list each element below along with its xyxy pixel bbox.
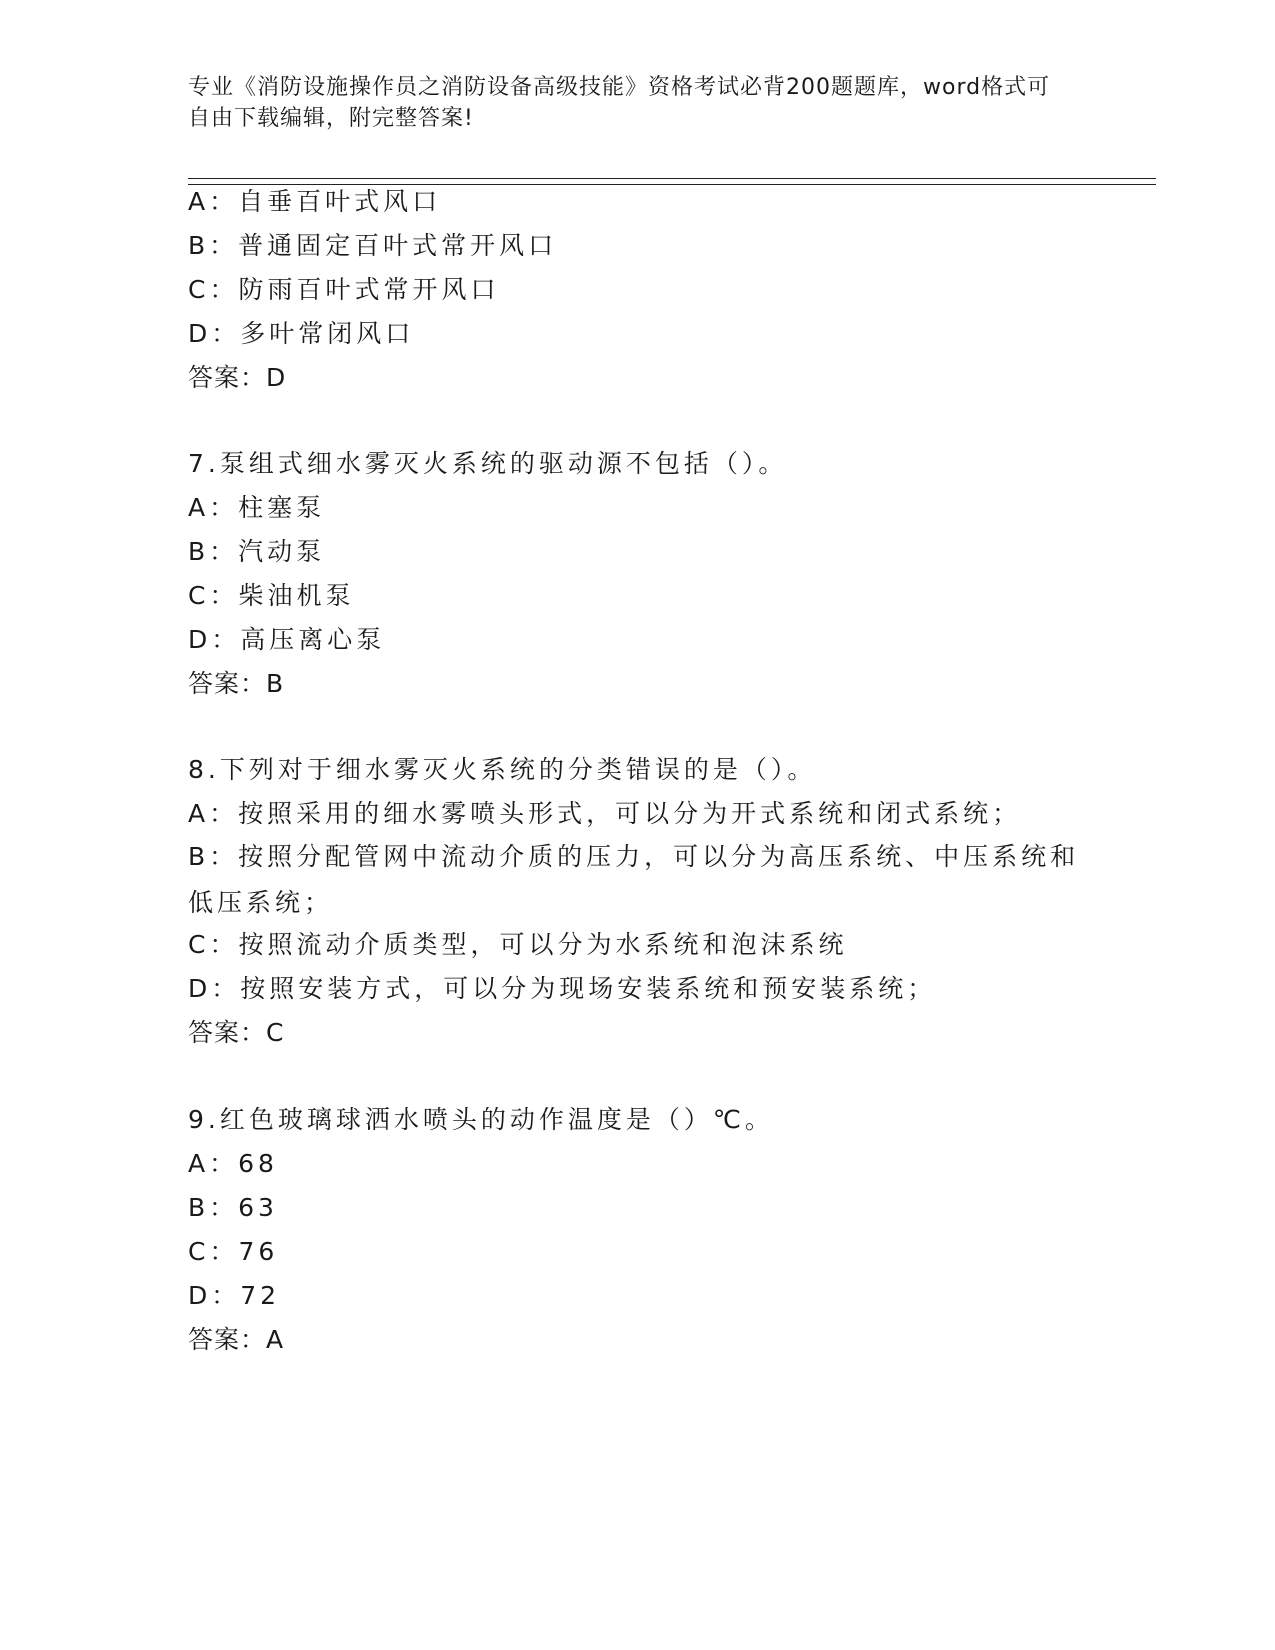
q7-option-b: B：汽动泵 xyxy=(188,537,326,566)
q8-option-d: D：按照安装方式，可以分为现场安装系统和预安装系统； xyxy=(188,974,937,1003)
q6-option-a: A：自垂百叶式风口 xyxy=(188,187,442,216)
q8-answer: 答案：C xyxy=(188,1018,285,1047)
q9-option-d: D：72 xyxy=(188,1281,281,1310)
q9-option-c: C：76 xyxy=(188,1237,279,1266)
q6-option-b: B：普通固定百叶式常开风口 xyxy=(188,231,558,260)
q9-answer: 答案：A xyxy=(188,1325,285,1354)
header-divider xyxy=(188,178,1156,185)
q7-option-d: D：高压离心泵 xyxy=(188,625,386,654)
q6-answer: 答案：D xyxy=(188,363,287,392)
q6-option-d: D：多叶常闭风口 xyxy=(188,319,415,348)
q8-option-b: B：按照分配管网中流动介质的压力，可以分为高压系统、中压系统和低压系统； xyxy=(188,842,1080,917)
q7-option-a: A：柱塞泵 xyxy=(188,493,326,522)
q7-answer: 答案：B xyxy=(188,669,285,698)
q9-option-b: B：63 xyxy=(188,1193,278,1222)
document-header: 专业《消防设施操作员之消防设备高级技能》资格考试必背200题题库，word格式可自由下载编辑，附完整答案! xyxy=(188,75,1051,131)
q9-question: 9.红色玻璃球洒水喷头的动作温度是（）℃。 xyxy=(188,1105,774,1134)
q7-question: 7.泵组式细水雾灭火系统的驱动源不包括（）。 xyxy=(188,449,788,478)
q8-option-a: A：按照采用的细水雾喷头形式，可以分为开式系统和闭式系统； xyxy=(188,799,1022,828)
q7-option-c: C：柴油机泵 xyxy=(188,581,355,610)
q8-option-c: C：按照流动介质类型，可以分为水系统和泡沫系统 xyxy=(188,930,848,959)
q6-option-c: C：防雨百叶式常开风口 xyxy=(188,275,500,304)
q8-question: 8.下列对于细水雾灭火系统的分类错误的是（）。 xyxy=(188,755,817,784)
q9-option-a: A：68 xyxy=(188,1149,278,1178)
